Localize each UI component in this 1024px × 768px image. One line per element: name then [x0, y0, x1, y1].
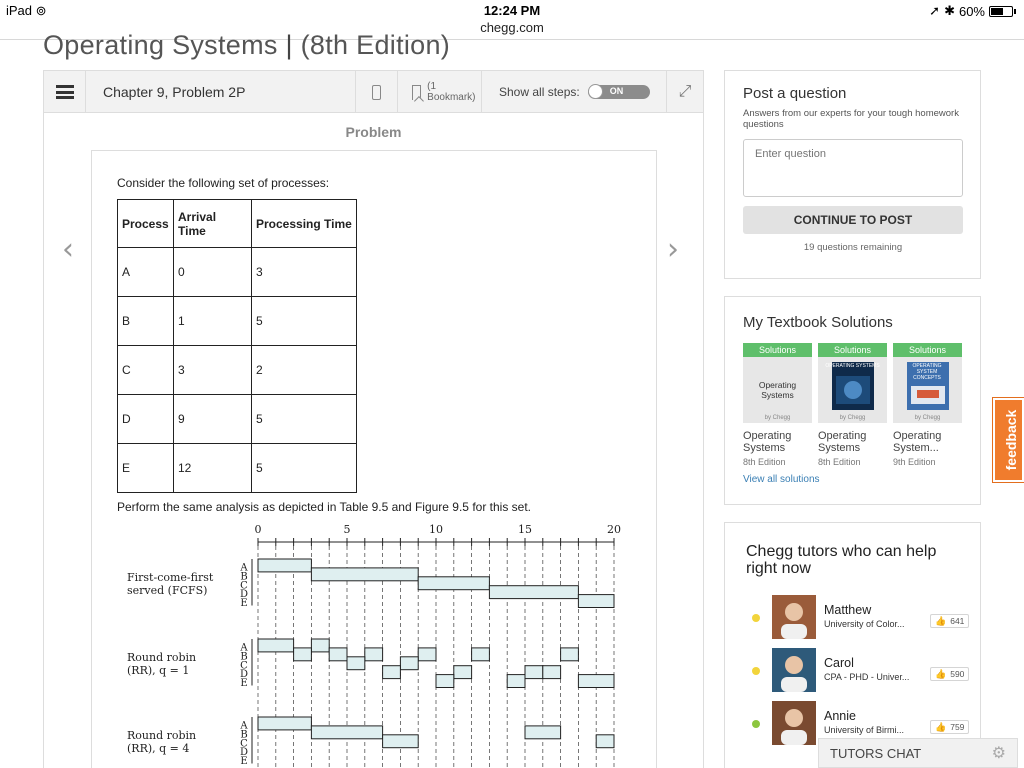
book-thumbnail [818, 357, 887, 423]
battery-level [991, 8, 1003, 15]
wifi-icon: ⊚ [35, 3, 47, 18]
thumbs-up-icon: 👍 [935, 721, 947, 732]
book-name [743, 430, 812, 454]
book-name [893, 430, 962, 454]
execution-bar [383, 666, 401, 679]
expand-button[interactable] [667, 71, 703, 113]
execution-bar [543, 666, 561, 679]
tutors-card [724, 522, 981, 768]
gear-icon[interactable]: ⚙ [991, 745, 1006, 762]
textbook-item[interactable] [893, 343, 962, 467]
avatar [772, 648, 816, 692]
show-steps-toggle[interactable] [588, 85, 650, 99]
textbook-item[interactable] [818, 343, 887, 467]
status-indicators [929, 3, 1016, 19]
process-lane-label: D [239, 747, 249, 759]
book-thumbnail [893, 357, 962, 423]
bookmark-icon [412, 85, 421, 100]
execution-bar [258, 559, 311, 572]
policy-label: Round robin [127, 729, 197, 742]
policy-label: First-come-first [127, 571, 214, 584]
tutor-name: Annie [824, 709, 856, 723]
solutions-tag: Solutions [743, 343, 812, 357]
title-separator: | [277, 30, 301, 60]
book-cover-title: OPERATING SYSTEM CONCEPTS [912, 363, 942, 381]
question-input[interactable] [743, 139, 963, 197]
book-name-line1: Operating [818, 430, 867, 442]
address-bar[interactable]: chegg.com [0, 20, 1024, 40]
rating-count: 641 [950, 616, 965, 626]
process-lane-label: B [240, 729, 248, 741]
execution-bar [454, 666, 472, 679]
table-cell: C [118, 346, 174, 395]
textbook-solutions-card [724, 296, 981, 505]
tutors-title: Chegg tutors who can help right now [746, 543, 937, 577]
post-question-title: Post a question [743, 85, 847, 102]
book-title: Operating Systems [43, 30, 278, 60]
table-cell: 5 [252, 297, 357, 346]
book-edition: 8th Edition [743, 457, 786, 467]
table-cell: E [118, 444, 174, 493]
table-cell: B [118, 297, 174, 346]
next-arrow-icon[interactable]: › [667, 232, 679, 267]
thumbs-up-icon: 👍 [935, 615, 947, 626]
show-steps-label: Show all steps: [499, 85, 580, 99]
table-cell: D [118, 395, 174, 444]
table-row [118, 297, 357, 346]
axis-tick-label: 15 [518, 523, 532, 536]
status-bar [0, 0, 1024, 20]
execution-bar [329, 648, 347, 661]
tutor-rating [930, 720, 969, 734]
book-publisher: by Chegg [764, 415, 791, 421]
process-lane-label: A [240, 720, 248, 732]
book-thumb-text: Operating Systems [758, 380, 797, 400]
axis-tick-label: 0 [254, 523, 262, 536]
availability-dot [752, 720, 760, 728]
policy-label: (RR), q = 4 [127, 742, 190, 755]
policy-label: (RR), q = 1 [127, 664, 190, 677]
process-lane-label: A [240, 562, 248, 574]
phone-icon [372, 85, 381, 100]
problem-instruction: Perform the same analysis as depicted in Table 9.5 and Figure 9.5 for this set. [117, 500, 531, 514]
list-menu-icon [56, 85, 74, 99]
location-icon: ➚ [929, 3, 941, 18]
table-cell: 5 [252, 444, 357, 493]
execution-bar [258, 717, 311, 730]
expand-icon: ⤢ [678, 83, 692, 100]
process-lane-label: C [240, 580, 248, 592]
table-cell: 12 [174, 444, 252, 493]
tutors-chat-label: TUTORS CHAT [830, 746, 922, 761]
table-cell: 5 [252, 395, 357, 444]
problem-intro: Consider the following set of processes: [117, 176, 330, 190]
bookmark-button[interactable] [398, 71, 482, 113]
book-thumbnail [743, 357, 812, 423]
view-all-solutions-link[interactable]: View all solutions [743, 474, 820, 485]
execution-bar [489, 586, 578, 599]
process-lane-label: E [240, 598, 248, 610]
book-cover-title: OPERATING SYSTEMS [825, 363, 880, 369]
tutor-item[interactable] [725, 648, 982, 692]
tutor-name: Carol [824, 656, 854, 670]
device-name: iPad [6, 3, 33, 18]
axis-tick-label: 5 [343, 523, 351, 536]
process-lane-label: B [240, 571, 248, 583]
table-cell: 2 [252, 346, 357, 395]
mobile-view-button[interactable] [356, 71, 398, 113]
execution-bar [436, 675, 454, 688]
tutor-school: University of Color... [824, 619, 905, 629]
execution-bar [311, 639, 329, 652]
tutor-school: University of Birmi... [824, 725, 905, 735]
toggle-knob [588, 84, 603, 99]
book-publisher: by Chegg [839, 415, 866, 421]
previous-arrow-icon[interactable]: ‹ [62, 232, 74, 267]
execution-bar [311, 726, 382, 739]
tutor-rating [930, 667, 969, 681]
scheduling-figure [92, 519, 656, 768]
page-title [43, 30, 450, 61]
menu-button[interactable] [44, 71, 86, 113]
table-row [118, 346, 357, 395]
tutor-school: CPA - PHD - Univer... [824, 672, 910, 682]
feedback-label: feedback [1003, 409, 1019, 471]
chapter-selector[interactable]: Chapter 9, Problem 2P [86, 71, 356, 113]
table-cell: A [118, 248, 174, 297]
axis-tick-label: 10 [429, 523, 443, 536]
execution-bar [311, 568, 418, 581]
post-question-subtitle: Answers from our experts for your tough homework questions [743, 108, 959, 130]
policy-label: Round robin [127, 651, 197, 664]
book-edition: (8th Edition) [300, 30, 451, 60]
battery-percent: 60% [958, 3, 985, 19]
textbook-solutions-title: My Textbook Solutions [743, 314, 893, 331]
axis-tick-label: 20 [607, 523, 621, 536]
book-cover-image [832, 362, 874, 410]
clock: 12:24 PM [483, 3, 541, 18]
execution-bar [596, 735, 614, 748]
execution-bar [578, 675, 614, 688]
availability-dot [752, 614, 760, 622]
continue-to-post-button[interactable]: CONTINUE TO POST [743, 206, 963, 234]
problem-content [91, 150, 657, 768]
textbook-item[interactable] [743, 343, 812, 467]
process-lane-label: E [240, 678, 248, 690]
solution-toolbar [44, 71, 703, 113]
battery-tip [1014, 9, 1016, 14]
availability-dot [752, 667, 760, 675]
table-cell: 3 [252, 248, 357, 297]
tutors-chat-bar[interactable] [818, 738, 1018, 768]
execution-bar [418, 577, 489, 590]
avatar [772, 701, 816, 745]
execution-bar [347, 657, 365, 670]
table-header-row [118, 200, 357, 248]
table-cell: 9 [174, 395, 252, 444]
solution-panel [43, 70, 704, 768]
table-cell: 3 [174, 346, 252, 395]
table-cell: 1 [174, 297, 252, 346]
book-name [818, 430, 887, 454]
execution-bar [525, 666, 543, 679]
book-name-line2: System... [893, 442, 939, 454]
execution-bar [365, 648, 383, 661]
policy-label: served (FCFS) [127, 584, 208, 597]
process-lane-label: D [239, 669, 249, 681]
tutor-name: Matthew [824, 603, 872, 617]
feedback-tab[interactable] [993, 398, 1024, 482]
problem-heading: Problem [345, 124, 402, 140]
solutions-tag: Solutions [893, 343, 962, 357]
table-header-cell: Process [118, 200, 174, 248]
avatar [772, 595, 816, 639]
table-header-cell: Processing Time [252, 200, 357, 248]
rating-count: 590 [950, 669, 965, 679]
execution-bar [418, 648, 436, 661]
rating-count: 759 [950, 722, 965, 732]
bluetooth-icon: ✱ [944, 3, 955, 18]
thumbs-up-icon: 👍 [935, 668, 947, 679]
process-lane-label: C [240, 660, 248, 672]
process-lane-label: B [240, 651, 248, 663]
table-body [118, 248, 357, 493]
execution-bar [383, 735, 419, 748]
post-question-card [724, 70, 981, 279]
execution-bar [294, 648, 312, 661]
process-lane-label: A [240, 642, 248, 654]
execution-bar [472, 648, 490, 661]
process-lane-label: D [239, 589, 249, 601]
book-name-line1: Operating [743, 430, 792, 442]
toggle-state: ON [609, 86, 624, 96]
tutor-rating [930, 614, 969, 628]
execution-bar [507, 675, 525, 688]
book-name-line2: Systems [818, 442, 861, 454]
book-edition: 8th Edition [818, 457, 861, 467]
show-steps-control [482, 71, 667, 113]
book-name-line1: Operating [893, 430, 942, 442]
process-lane-label: C [240, 738, 248, 750]
questions-remaining: 19 questions remaining [803, 242, 903, 253]
execution-bar [525, 726, 561, 739]
execution-bar [561, 648, 579, 661]
table-header-cell: Arrival Time [174, 200, 252, 248]
execution-bar [400, 657, 418, 670]
table-row [118, 444, 357, 493]
book-publisher: by Chegg [914, 415, 941, 421]
bookmark-count: (1 Bookmark) [427, 81, 476, 103]
table-cell: 0 [174, 248, 252, 297]
book-edition: 9th Edition [893, 457, 936, 467]
process-lane-label: E [240, 756, 248, 768]
tutor-item[interactable] [725, 595, 982, 639]
table-row [118, 248, 357, 297]
solutions-tag: Solutions [818, 343, 887, 357]
process-table [117, 199, 357, 493]
book-name-line2: Systems [743, 442, 786, 454]
battery-icon [989, 6, 1013, 17]
execution-bar [258, 639, 294, 652]
execution-bar [578, 595, 614, 608]
table-row [118, 395, 357, 444]
